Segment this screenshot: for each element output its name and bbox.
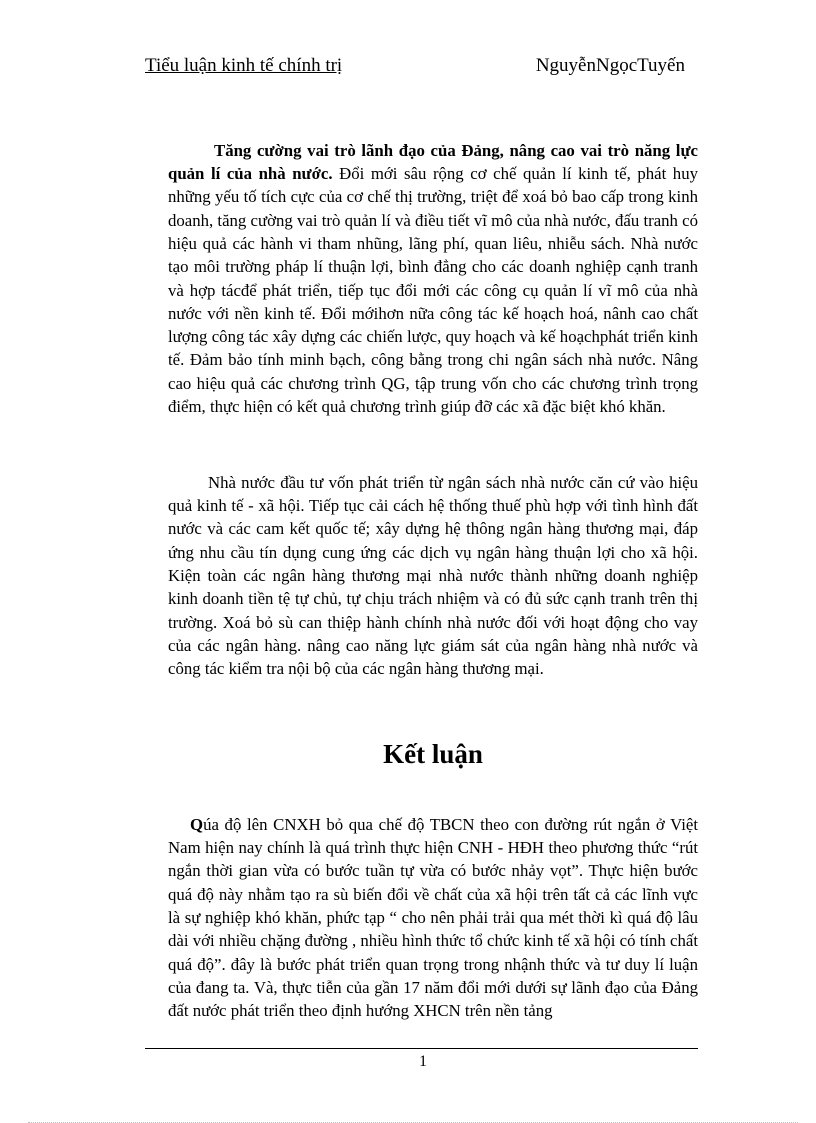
paragraph-body: úa độ lên CNXH bỏ qua chế độ TBCN theo con đường rút ngắn ở Việt Nam hiện nay chính là quá trình thực hiện CNH - HĐH theo phương thức “rút ngắn thời gian vừa có bước tuần tự vừa có bước nhảy vọt”. Thực hiện bước quá độ này nhằm tạo ra sù biến đổi về chất của xã hội trên tất cả các lĩnh vực là sự nghiệp khó khăn, phức tạp “ cho nên phải trải qua mét thời kì quá độ lâu dài với nhiều chặng đường , nhiều hình thức tổ chức kinh tế xã hội có tính chất quá độ”. đây là bước phát triển quan trọng trong nhậnh thức và tư duy lí luận của đang ta. Và, thực tiễn của gần 17 năm đổi mới dưới sự lãnh đạo của Đảng đất nước phát triển theo định hướng XHCN trên nền tảng: [168, 814, 698, 1021]
paragraph-conclusion: [168, 813, 698, 1023]
header-title: Tiểu luận kinh tế chính trị: [145, 55, 343, 76]
section-heading-conclusion: Kết luận: [383, 739, 483, 769]
paragraph-lead-bold: Tăng cường vai trò lãnh đạo của Đảng, nâng cao vai trò năng lực quản lí của nhà nước.: [168, 140, 698, 184]
page-number: 1: [419, 1053, 427, 1070]
page-header: [145, 54, 685, 80]
paragraph-initial-letter: Q: [190, 814, 204, 834]
paragraph-body: Đổi mới sâu rộng cơ chế quản lí kinh tế, phát huy những yếu tố tích cực của cơ chế thị trường, triệt để xoá bỏ bao cấp trong kinh doanh, tăng cường vai trò quản lí và điều tiết vĩ mô của nhà nước, đấu tranh có hiệu quả các hành vi tham nhũng, lãng phí, quan liêu, nhiễu sách. Nhà nước tạo môi trường pháp lí thuận lợi, bình đẳng cho các doanh nghiệp cạnh tranh và hợp tácđể phát triển, tiếp tục đổi mới các công cụ quản lí vĩ mô của nhà nước với nền kinh tế. Đổi mớihơn nữa công tác kế hoạch hoá, nânh cao chất lượng công tác xây dựng các chiến lược, quy hoạch và kế hoạchphát triển kinh tế. Đảm bảo tính minh bạch, công bằng trong chi ngân sách nhà nước. Nâng cao hiệu quả các chương trình QG, tập trung vốn cho các chương trình trọng điểm, thực hiện có kết quả chương trình giúp đỡ các xã đặc biệt khó khăn.: [168, 164, 698, 417]
footer-divider: [145, 1048, 698, 1049]
paragraph-state-investment: Nhà nước đầu tư vốn phát triển từ ngân sách nhà nước căn cứ vào hiệu quả kinh tế - xã hội. Tiếp tục cải cách hệ thống thuế phù hợp với tình hình đất nước và các cam kết quốc tế; xây dựng hệ thông ngân hàng thương mại, đáp ứng nhu cầu tín dụng cung ứng các dịch vụ ngân hàng thuận lợi cho xã hội. Kiện toàn các ngân hàng thương mại nhà nước thành những doanh nghiệp kinh doanh tiền tệ tự chủ, tự chịu trách nhiệm và có đủ sức cạnh tranh trên thị trường. Xoá bỏ sù can thiệp hành chính nhà nước đối với hoạt động cho vay của các ngân hàng. nâng cao năng lực giám sát của ngân hàng nhà nước và công tác kiểm tra nội bộ của các ngân hàng thương mại.: [168, 472, 698, 679]
header-author: NguyễnNgọcTuyến: [535, 55, 685, 76]
paragraph-party-leadership: [168, 139, 698, 419]
